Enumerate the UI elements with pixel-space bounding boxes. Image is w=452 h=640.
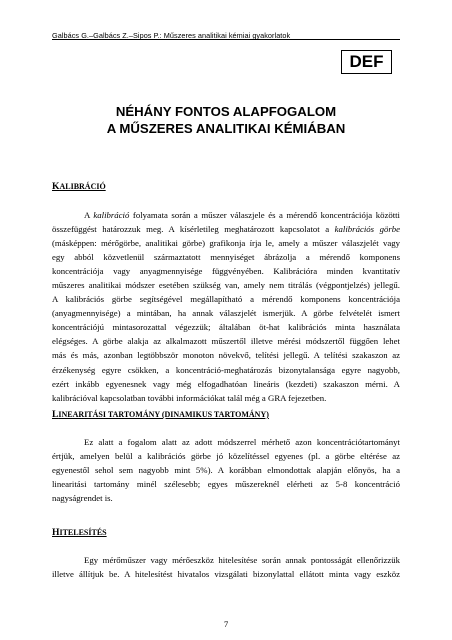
text-line: koncentrációjú mintasorozattal végezzük; általában öt-hat kalibrációs minta használata [52, 322, 400, 333]
text-line: Egy mérőműszer vagy mérőeszköz hitelesítése során annak pontosságát ellenőrizzük [84, 555, 400, 565]
text-line: (másképpen: mérőgörbe, analitikai görbe) grafikonja írja le, amely a műszer válaszjelét vagy [52, 238, 400, 249]
paragraph-hitelesites [52, 553, 400, 581]
text-line: érzékenység egyre csökken, a koncentráció-meghatározás bizonytalansága egyre nagyobb, [52, 364, 400, 375]
text-line: kalibrációval kapcsolatban további információkat talál még a GRA fejezetben. [52, 392, 327, 403]
text-line: linearitási tartomány minél szélesebb; egyes műszereknél elérheti az 5-8 koncentráció [52, 479, 400, 490]
running-title: Galbács G.–Galbács Z.–Sipos P.: Műszeres analitikai kémiai gyakorlatok [52, 31, 291, 40]
italic-term: kalibrációs görbe [334, 224, 400, 235]
def-badge: DEF [341, 50, 392, 74]
section-heading-hitelesites: HITELESÍTÉS [52, 527, 107, 538]
italic-term: kalibráció [93, 210, 130, 220]
page-title-line-2: A MŰSZERES ANALITIKAI KÉMIÁBAN [106, 121, 346, 136]
text-line: Ez alatt a fogalom alatt az adott módszerrel mérhető azon koncentrációtartományt [84, 437, 400, 447]
text-line: értjük, amelyen belül a kalibrációs görbe jó közelítéssel egyenes (pl. a görbe eltérése az [52, 451, 400, 462]
text-line: egy abból közvetlenül származtatott mennyiséget ábrázolja a mérendő komponens [52, 252, 400, 263]
text-line: nagyságrendet is. [52, 493, 113, 504]
text-line: koncentrációja vagy anyagmennyisége függvényében. Kalibrációra minden kvantitatív [52, 266, 400, 277]
section-heading-kalibracio: KALIBRÁCIÓ [52, 181, 106, 192]
paragraph-linearitasi-tartomany [52, 435, 400, 505]
section-heading-linearitasi-tartomany: LINEARITÁSI TARTOMÁNY (DINAMIKUS TARTOMÁNY) [52, 409, 269, 420]
text-line: más és más, azonban legtöbbször monoton növekvő, telítési jellegű. A telítési szakaszon az [52, 350, 400, 361]
text-line: elégséges. A görbe alakja az alkalmazott műszertől illetve mérési módszertől függően lehet [52, 336, 400, 347]
text-line: A kalibráció folyamata során a műszer válaszjele és a mérendő koncentrációja közötti [84, 210, 400, 220]
text-line: egyenestől sehol sem nagyobb mint 5%). A korábban elmondottak alapján előnyös, ha a [52, 465, 400, 476]
text-line: A kalibrációs görbe segítségével megállapítható a mérendő komponens koncentrációja [52, 294, 400, 305]
text-line: műszeres analitikai módszer esetében szükség van, amely nem titrálás (végpontjelzés) jellegű. [52, 280, 400, 291]
text-line: összefüggést határozzuk meg. A kísérletileg meghatározott kapcsolatot a kalibrációs görbe [52, 224, 400, 235]
text-line: ezért inkább egyenesnek vagy még elfogadhatóan lineáris (kezdeti) szakaszon mérni. A [52, 378, 400, 389]
text-line: illetve állítjuk be. A hitelesítést hivatalos vizsgálati bizonylattal ellátott minta vagy eszköz [52, 569, 400, 580]
text-line: (anyagmennyisége) a mintában, ha annak válaszjelét ismerjük. A görbe felvételét ismert [52, 308, 400, 319]
page-title-line-1: NÉHÁNY FONTOS ALAPFOGALOM [115, 104, 337, 119]
paragraph-kalibracio [52, 208, 400, 405]
page-number: 7 [223, 619, 229, 629]
page-title [52, 103, 400, 137]
running-header [52, 25, 400, 40]
